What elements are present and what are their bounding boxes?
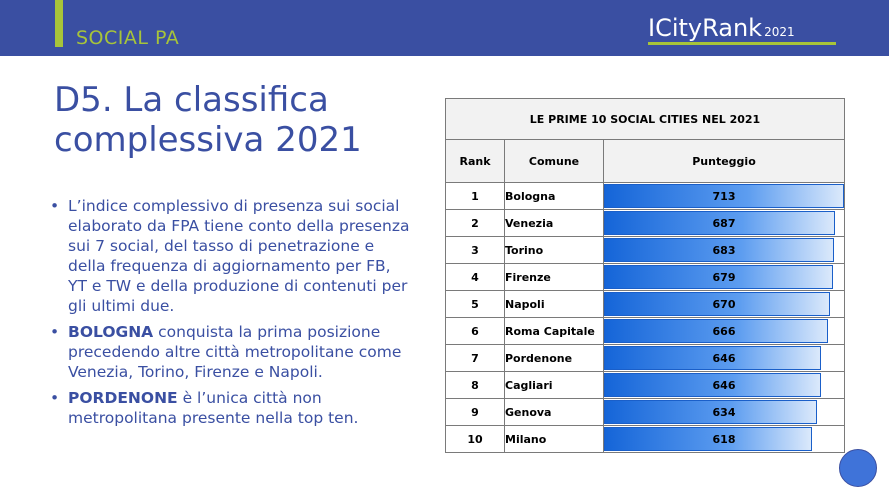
header-bar — [0, 0, 889, 56]
table-row — [446, 210, 845, 237]
logo-underline — [648, 42, 836, 45]
row-score-cell — [604, 237, 845, 264]
slide-title — [54, 80, 434, 160]
table-row — [446, 372, 845, 399]
row-score-cell — [604, 291, 845, 318]
slide-title-line2: complessiva 2021 — [54, 120, 362, 160]
row-rank: 4 — [446, 264, 505, 291]
row-score: 683 — [712, 243, 736, 257]
table-header-row — [446, 140, 845, 183]
row-city: Napoli — [505, 291, 604, 318]
row-score: 687 — [712, 216, 736, 230]
row-city: Pordenone — [505, 345, 604, 372]
row-score-cell — [604, 183, 845, 210]
header-city: Comune — [505, 140, 604, 183]
logo-text: ICityRank — [648, 14, 763, 42]
row-score-cell — [604, 264, 845, 291]
row-rank: 3 — [446, 237, 505, 264]
bullet-bold: BOLOGNA — [68, 323, 154, 341]
row-rank: 5 — [446, 291, 505, 318]
row-score: 646 — [712, 378, 736, 392]
row-score: 679 — [712, 270, 736, 284]
row-city: Firenze — [505, 264, 604, 291]
row-score-cell — [604, 399, 845, 426]
row-rank: 2 — [446, 210, 505, 237]
row-score: 634 — [712, 405, 736, 419]
bullet-text: conquista la prima posizione precedendo altre città metropolitane come Venezia, Torino, Firenze e Napoli. — [68, 323, 402, 381]
table-caption-row — [446, 99, 845, 140]
row-score: 666 — [712, 324, 736, 338]
header-score: Punteggio — [604, 140, 845, 183]
row-score: 670 — [712, 297, 736, 311]
bullet-item — [50, 196, 410, 316]
table-body — [446, 183, 845, 453]
row-city: Cagliari — [505, 372, 604, 399]
row-score-cell — [604, 210, 845, 237]
row-city: Torino — [505, 237, 604, 264]
table-row — [446, 345, 845, 372]
row-city: Genova — [505, 399, 604, 426]
row-score-cell — [604, 372, 845, 399]
row-score-cell — [604, 426, 845, 453]
header-section-label: SOCIAL PA — [76, 27, 180, 49]
header-accent-stripe — [55, 0, 63, 47]
bullet-text: è l’unica città non metropolitana presente nella top ten. — [68, 389, 359, 427]
row-rank: 10 — [446, 426, 505, 453]
table-row — [446, 237, 845, 264]
slide-title-line1: D5. La classifica — [54, 80, 329, 120]
row-rank: 6 — [446, 318, 505, 345]
row-rank: 9 — [446, 399, 505, 426]
table-row — [446, 399, 845, 426]
row-score: 713 — [712, 189, 736, 203]
logo-year: 2021 — [764, 25, 795, 39]
row-city: Roma Capitale — [505, 318, 604, 345]
header-rank: Rank — [446, 140, 505, 183]
row-score-cell — [604, 345, 845, 372]
bullet-item — [50, 388, 410, 428]
bullet-list — [50, 196, 410, 434]
table-row — [446, 183, 845, 210]
row-city: Bologna — [505, 183, 604, 210]
row-rank: 7 — [446, 345, 505, 372]
table-row — [446, 291, 845, 318]
row-city: Venezia — [505, 210, 604, 237]
row-score: 646 — [712, 351, 736, 365]
bullet-text: L’indice complessivo di presenza sui social elaborato da FPA tiene conto della presenza sui 7 social, del tasso di penetrazione e della frequenza di aggiornamento per FB, YT e TW e della produzione di contenuti per gli ultimi due. — [68, 197, 410, 315]
icityrank-logo — [648, 14, 795, 42]
ranking-table — [445, 98, 845, 453]
table-row — [446, 426, 845, 453]
table-caption: LE PRIME 10 SOCIAL CITIES NEL 2021 — [446, 99, 845, 140]
decorative-circle — [839, 449, 877, 487]
row-city: Milano — [505, 426, 604, 453]
bullet-item — [50, 322, 410, 382]
table-row — [446, 318, 845, 345]
row-score-cell — [604, 318, 845, 345]
row-score: 618 — [712, 432, 736, 446]
bullet-bold: PORDENONE — [68, 389, 178, 407]
row-rank: 1 — [446, 183, 505, 210]
table-row — [446, 264, 845, 291]
row-rank: 8 — [446, 372, 505, 399]
